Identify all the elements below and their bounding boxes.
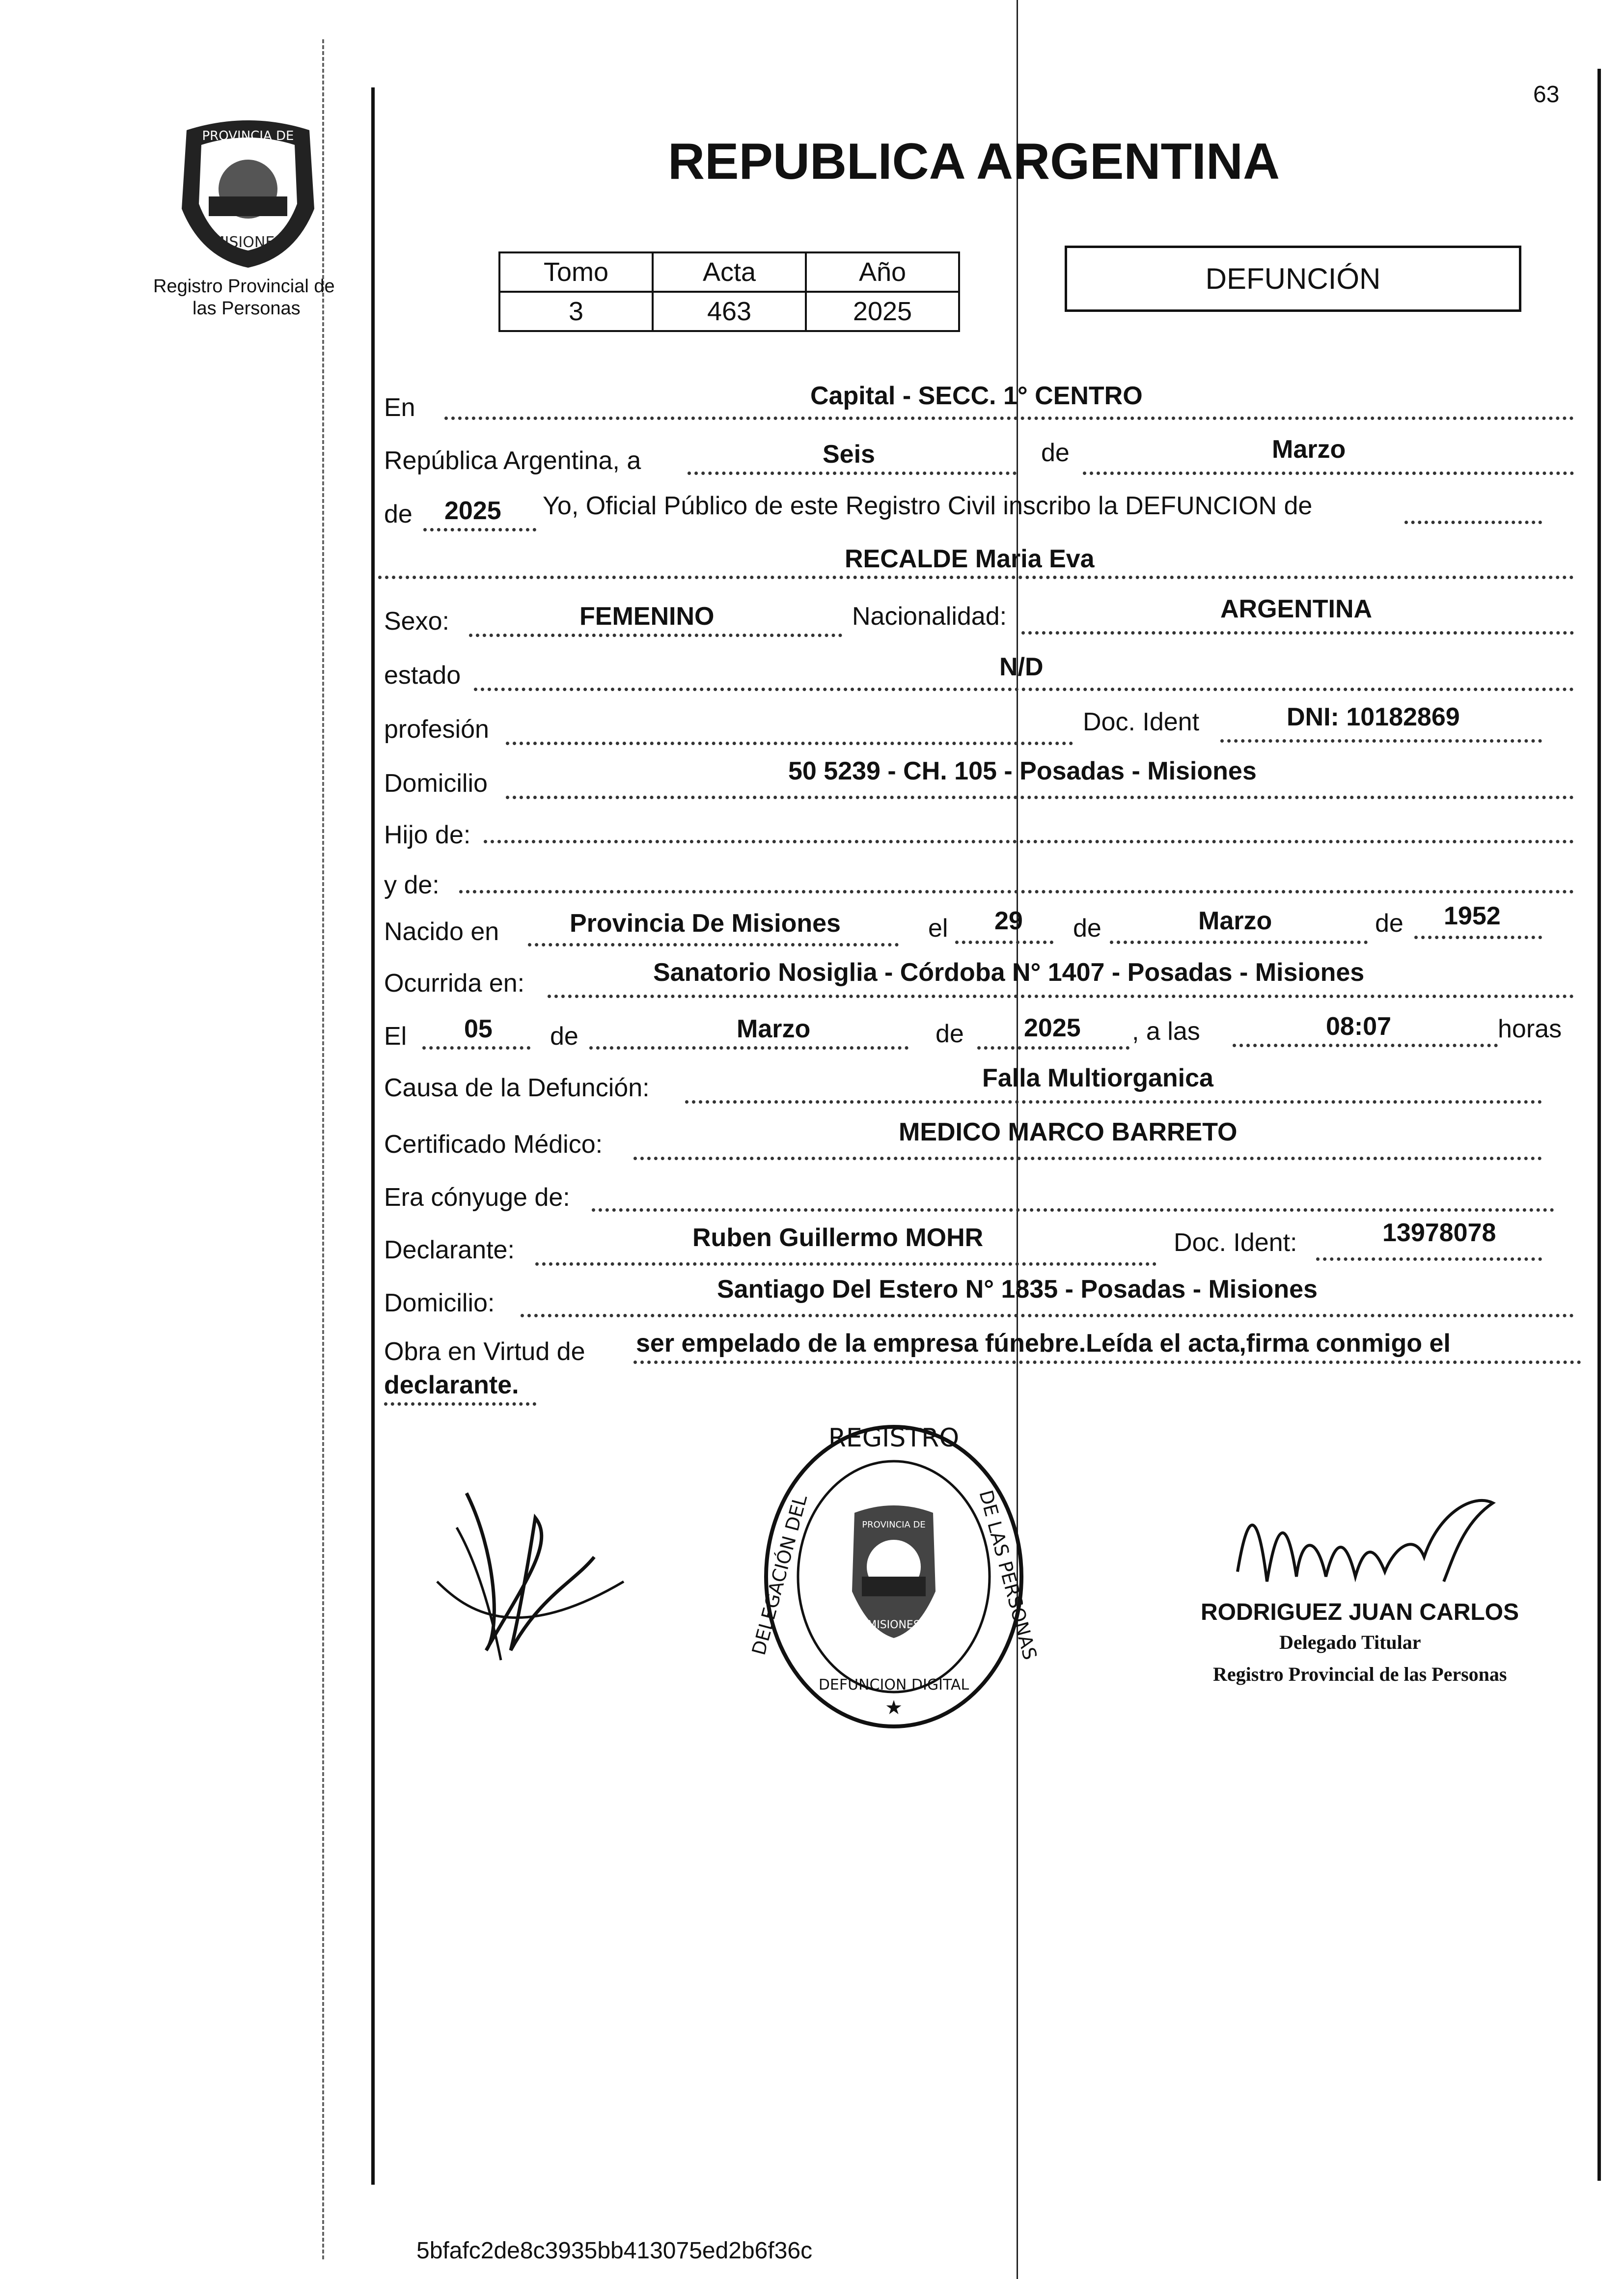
dotted-line [474,688,1574,691]
stamp-top: REGISTRO [828,1423,960,1453]
value-anio: 2025 [444,497,501,525]
value-certificado: MEDICO MARCO BARRETO [899,1118,1238,1146]
label-nacido-en: Nacido en [384,917,499,946]
page-title: REPUBLICA ARGENTINA [668,133,1280,190]
value-nacionalidad: ARGENTINA [1220,595,1373,623]
fold-dashed-line [322,39,324,2259]
value-nacido-lugar: Provincia De Misiones [570,909,841,938]
frame-right-border [1597,69,1601,2181]
value-declarante-doc: 13978078 [1382,1219,1496,1247]
label-causa: Causa de la Defunción: [384,1074,650,1102]
label-en: En [384,393,415,422]
value-def-dia: 05 [464,1015,493,1043]
label-a-las: , a las [1132,1017,1200,1046]
value-ocurrida: Sanatorio Nosiglia - Córdoba N° 1407 - Posadas - Misiones [653,958,1365,987]
label-estado: estado [384,661,461,690]
value-mes: Marzo [1272,435,1346,464]
tomo-acta-anio-table [498,251,960,332]
label-de-1: de [1041,439,1070,467]
dotted-line [484,840,1574,843]
dotted-line [1083,472,1574,475]
page-number: 63 [1533,82,1560,108]
dotted-line [1233,1044,1498,1047]
dotted-line [506,796,1574,799]
value-dia: Seis [823,440,875,469]
dotted-line [1414,936,1542,939]
dotted-line [685,1100,1542,1104]
official-office: Registro Provincial de las Personas [1213,1663,1507,1685]
frame-left-border [371,87,375,2185]
dotted-line [423,528,536,531]
value-nacido-anio: 1952 [1444,902,1501,930]
value-dni: DNI: 10182869 [1287,703,1460,731]
label-conyuge: Era cónyuge de: [384,1183,570,1212]
stamp-left: DELEGACIÓN DEL [747,1492,812,1658]
doc-type-box: DEFUNCIÓN [1065,246,1521,312]
dotted-line [589,1046,908,1050]
label-hijo-de: Hijo de: [384,821,471,849]
label-yo-oficial: Yo, Oficial Público de este Registro Civil inscribo la DEFUNCION de [543,492,1313,520]
value-causa: Falla Multiorganica [982,1064,1213,1092]
value-def-anio: 2025 [1024,1014,1081,1042]
table-value-tomo: 3 [499,292,653,331]
stamp-bottom: DEFUNCION DIGITAL [818,1676,969,1694]
logo-text-top: PROVINCIA DE [202,129,294,143]
label-domicilio: Domicilio [384,769,488,798]
dotted-line [1316,1257,1542,1261]
value-declarante-domicilio: Santiago Del Estero N° 1835 - Posadas - Misiones [717,1275,1318,1304]
value-def-mes: Marzo [737,1015,811,1043]
stamp-inner-bottom: MISIONES [867,1619,920,1631]
value-obra-texto-1: ser empelado de la empresa fúnebre.Leída el acta,firma conmigo el [636,1329,1451,1358]
label-domicilio-2: Domicilio: [384,1289,495,1317]
province-logo [167,111,329,273]
value-lugar: Capital - SECC. 1° CENTRO [810,382,1143,410]
registry-stamp [747,1415,1041,1739]
dotted-line [444,417,1574,420]
value-declarante: Ruben Guillermo MOHR [692,1223,984,1252]
value-nacido-dia: 29 [994,907,1023,935]
dotted-line [977,1046,1129,1050]
label-doc-ident: Doc. Ident [1083,708,1200,736]
label-ocurrida-en: Ocurrida en: [384,969,525,998]
label-de-n1: de [1073,914,1101,943]
table-header-acta: Acta [653,252,806,292]
dotted-line [528,943,899,946]
label-republica: República Argentina, a [384,446,641,475]
dotted-line [1021,631,1574,635]
registry-line-2: las Personas [193,298,301,319]
table-value-anio: 2025 [806,292,959,331]
label-certificado: Certificado Médico: [384,1130,603,1159]
dotted-line [384,1402,536,1406]
table-header-tomo: Tomo [499,252,653,292]
label-de-n2: de [1375,909,1404,938]
document-hash: 5bfafc2de8c3935bb413075ed2b6f36c [416,2238,813,2264]
dotted-line [521,1314,1574,1317]
label-y-de: y de: [384,871,440,899]
dotted-line [1110,941,1368,944]
dotted-line [633,1157,1542,1160]
label-horas: horas [1498,1015,1562,1043]
label-obra-en-virtud: Obra en Virtud de [384,1337,585,1366]
dotted-line [1404,521,1542,524]
dotted-line [506,742,1073,745]
dotted-line [633,1361,1581,1364]
label-profesion: profesión [384,715,489,744]
logo-text-bottom: MISIONES [212,234,284,251]
label-sexo: Sexo: [384,607,449,636]
dotted-line [469,634,842,637]
label-doc-ident-2: Doc. Ident: [1174,1228,1297,1257]
table-header-anio: Año [806,252,959,292]
value-nacido-mes: Marzo [1198,907,1272,935]
stamp-right: DE LAS PERSONAS [975,1488,1041,1663]
stamp-star: ★ [885,1697,903,1719]
value-domicilio: 50 5239 - CH. 105 - Posadas - Misiones [788,757,1257,785]
value-def-hora: 08:07 [1326,1012,1391,1041]
label-de-2: de [384,500,413,528]
label-declarante: Declarante: [384,1236,515,1264]
dotted-line [688,472,1017,475]
dotted-line [548,995,1574,998]
label-el-2: El [384,1022,407,1051]
table-value-acta: 463 [653,292,806,331]
label-nacionalidad: Nacionalidad: [852,602,1007,631]
value-nombre: RECALDE Maria Eva [845,545,1095,573]
official-role: Delegado Titular [1279,1631,1421,1653]
dotted-line [422,1046,530,1050]
label-de-o1: de [550,1022,578,1051]
dotted-line [378,576,1574,579]
value-sexo: FEMENINO [579,602,715,631]
dotted-line [459,890,1574,893]
official-signature [1218,1483,1522,1611]
registry-line-1: Registro Provincial de [153,276,335,297]
dotted-line [592,1208,1554,1212]
declarant-signature [427,1483,633,1670]
dotted-line [535,1262,1156,1266]
value-obra-texto-2: declarante. [384,1371,519,1399]
official-name: RODRIGUEZ JUAN CARLOS [1201,1599,1519,1625]
label-de-o2: de [936,1020,964,1048]
value-estado: N/D [999,653,1044,681]
dotted-line [1220,739,1542,743]
label-el: el [928,914,948,943]
stamp-inner-top: PROVINCIA DE [862,1520,926,1530]
dotted-line [955,941,1053,944]
